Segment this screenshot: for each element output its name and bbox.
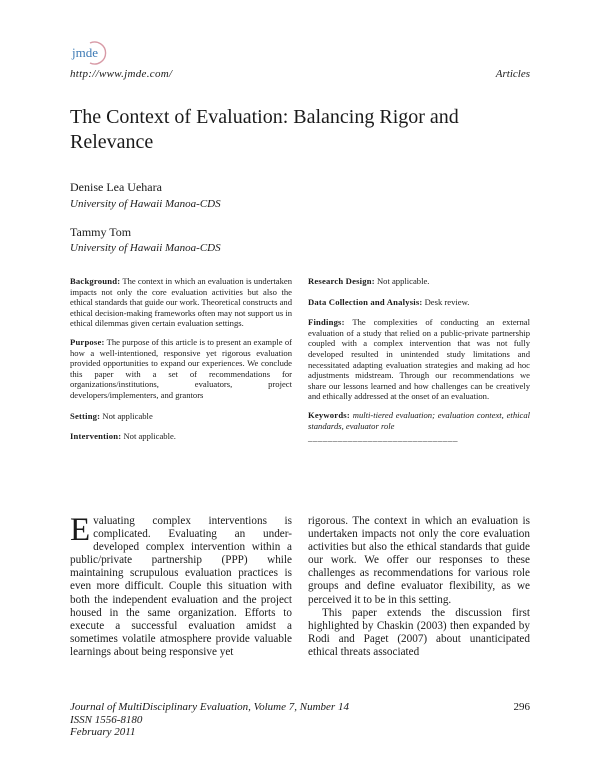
section-label: Articles [495,68,530,80]
abstract-left-column [70,276,292,450]
body-right-column [308,515,530,659]
logo-text: jmde [72,45,98,60]
abstract-setting: Setting: Not applicable [70,410,153,421]
author-name: Denise Lea Uehara [70,180,162,194]
journal-date: February 2011 [70,726,136,738]
author-affiliation: University of Hawaii Manoa-CDS [70,242,221,254]
journal-url[interactable]: http://www.jmde.com/ [70,68,173,80]
abstract-research-design: Research Design: Not applicable. [308,276,430,286]
author-name: Tammy Tom [70,225,132,239]
journal-issn: ISSN 1556-8180 [70,713,143,726]
body-paragraph: This paper extends the discussion first highlighted by Chaskin (2003) then expanded by Rodi and Paget (2007) about unanticipated ethical threats associated [308,606,530,658]
abstract-findings: Findings: The complexities of conducting an external evaluation of a study that relied on a public-private partnership coupled with a complex intervention that was not fully developed resulted in unintended study limitations and necessitated adapting evaluation strategies and making ad hoc adjustments midstream. Through our recommendations we share our lessons learned and how challenges can be creatively and ethically addressed at the onset of an evaluation. [308,317,530,402]
body-left-column [70,512,292,659]
abstract-right-column [308,276,530,444]
body-paragraph: Evaluating complex interventions is complicated. Evaluating an under-developed complex intervention within a public/private partnership (PPP) while maintaining scrupulous evaluation practices is even more difficult. Couple this situation with both the independent evaluation and the project housed in the same organization. Efforts to execute a successful evaluation amidst a sometimes volatile atmosphere provide valuable learnings about being responsive yet [70,512,292,658]
drop-cap: E [70,512,91,548]
abstract-data-collection: Data Collection and Analysis: Desk review. [308,296,470,307]
body-paragraph: rigorous. The context in which an evaluation is undertaken impacts not only the core evaluation activities but also the ethical standards that guide our work. We offer our responses to these challenges as recommendations for various role groups and define evaluator flexibility, as we perceived it to be in this setting. [308,515,530,606]
journal-logo [70,40,116,66]
author-affiliation: University of Hawaii Manoa-CDS [70,198,221,210]
page-number: 296 [513,701,530,713]
journal-footer [70,701,349,739]
abstract-background: Background: The context in which an evaluation is undertaken impacts not only the core evaluation activities but also the ethical standards that guide our work. Theoretical constructs and ethical decision-making frameworks often may not support us in ethical dilemmas given certain evaluation settings. [70,276,293,329]
journal-citation: Journal of MultiDisciplinary Evaluation, Volume 7, Number 14 [70,701,349,713]
section-rule: ______________________________ [308,433,458,444]
abstract-purpose: Purpose: The purpose of this article is to present an example of how a well-intentioned, responsive yet rigorous evaluation provided opportunities to expand our experiences. We conclude this paper with a set of recommendations for organizations/institutions, evaluators, project developers/implementers, and grantors [70,336,292,400]
abstract-intervention: Intervention: Not applicable. [70,431,176,442]
abstract-keywords: Keywords: multi-tiered evaluation; evaluation context, ethical standards, evaluator role [308,409,531,431]
article-title: The Context of Evaluation: Balancing Rigor and Relevance [70,106,459,153]
